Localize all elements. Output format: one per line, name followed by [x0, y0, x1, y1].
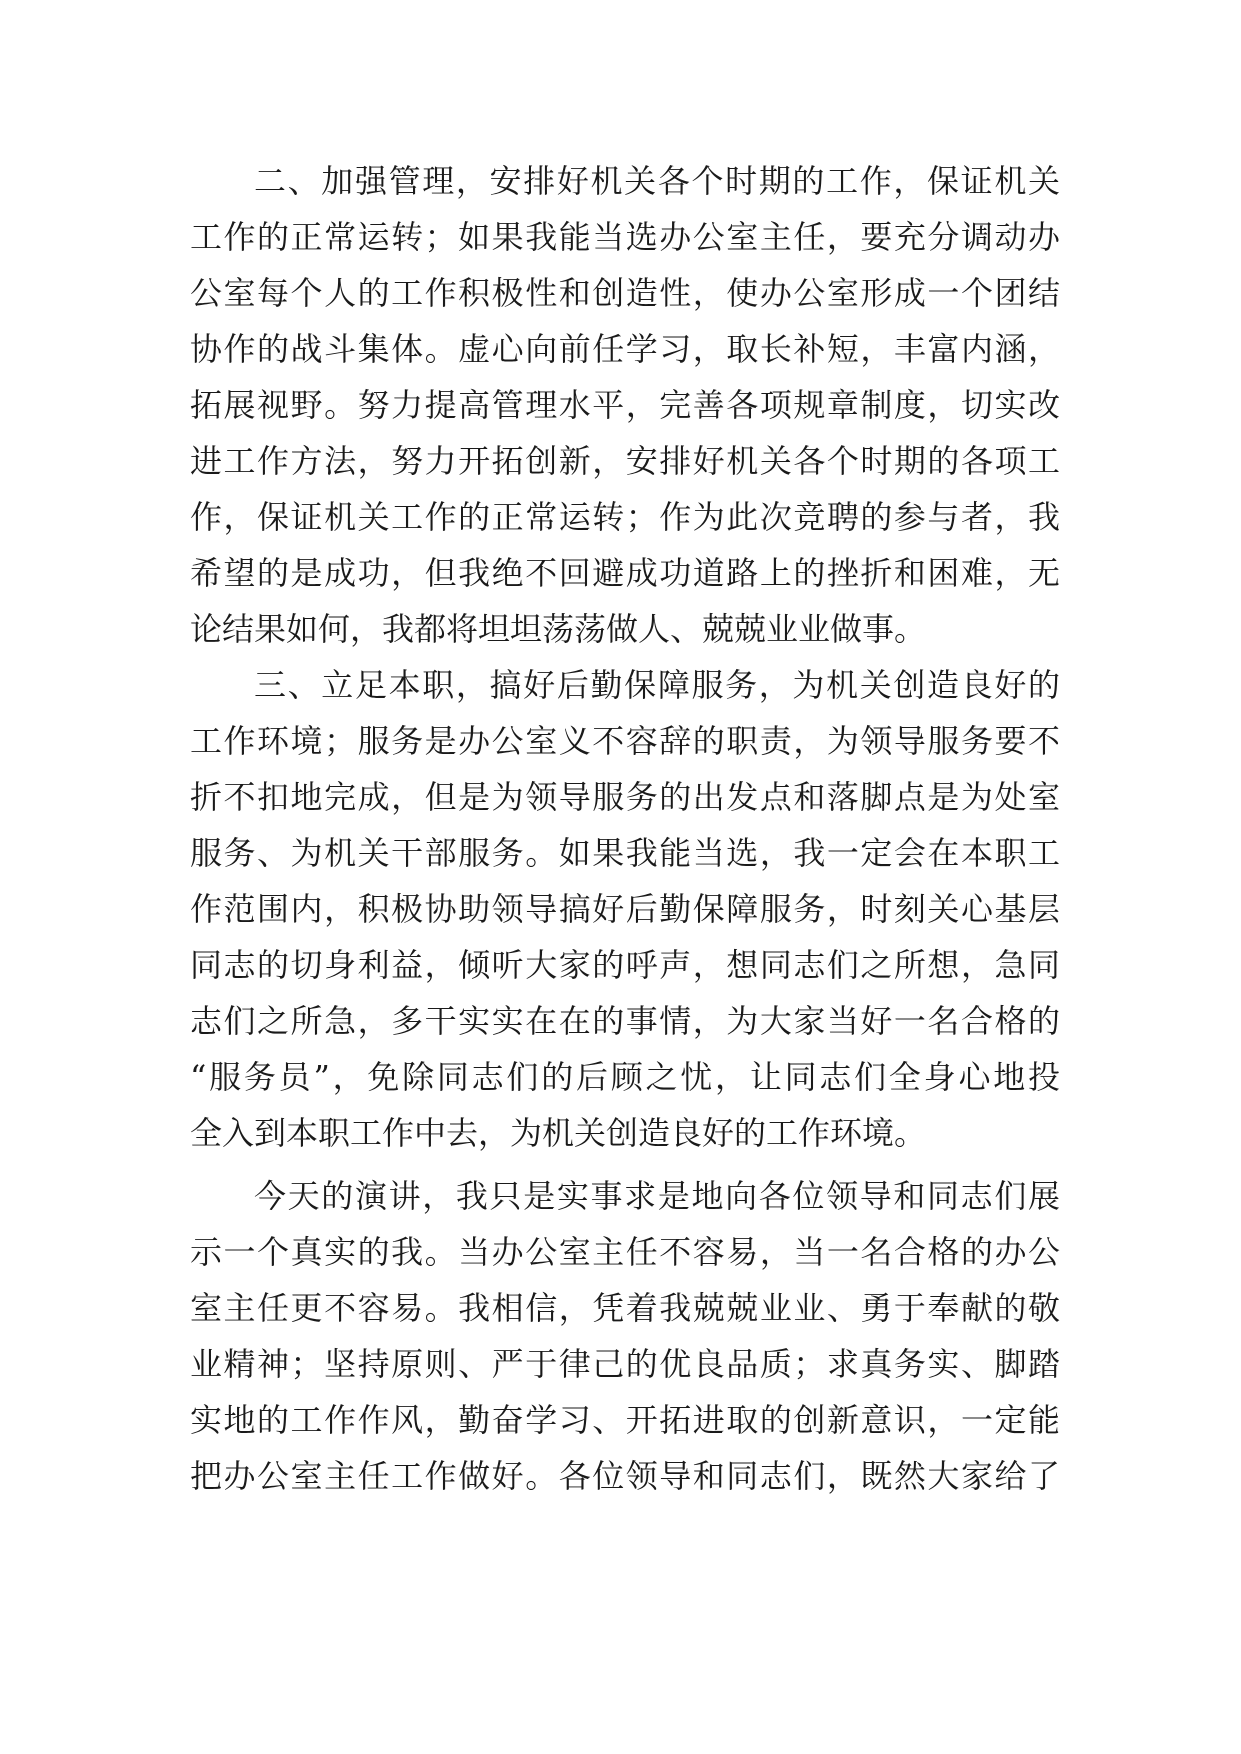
paragraph-line: 全入到本职工作中去，为机关创造良好的工作环境。: [190, 1114, 927, 1152]
paragraph-line: 室主任更不容易。我相信，凭着我兢兢业业、勇于奉献的敬: [190, 1289, 1060, 1327]
paragraph-management: [190, 153, 1060, 657]
paragraph-line: 今天的演讲，我只是实事求是地向各位领导和同志们展: [254, 1177, 1060, 1215]
paragraph-line: 二、加强管理，安排好机关各个时期的工作，保证机关: [254, 162, 1060, 200]
paragraph-line: “服务员”，免除同志们的后顾之忧，让同志们全身心地投: [190, 1058, 1060, 1096]
paragraph-line: 论结果如何，我都将坦坦荡荡做人、兢兢业业做事。: [190, 610, 927, 648]
paragraph-line: 作范围内，积极协助领导搞好后勤保障服务，时刻关心基层: [190, 890, 1060, 928]
paragraph-conclusion: [190, 1168, 1060, 1504]
paragraph-service: [190, 657, 1060, 1161]
document-body: [190, 153, 1060, 1504]
paragraph-line: 作，保证机关工作的正常运转；作为此次竞聘的参与者，我: [190, 498, 1060, 536]
paragraph-line: 示一个真实的我。当办公室主任不容易，当一名合格的办公: [190, 1233, 1060, 1271]
paragraph-line: 拓展视野。努力提高管理水平，完善各项规章制度，切实改: [190, 386, 1060, 424]
paragraph-line: 把办公室主任工作做好。各位领导和同志们，既然大家给了: [190, 1457, 1060, 1495]
paragraph-line: 实地的工作作风，勤奋学习、开拓进取的创新意识，一定能: [190, 1401, 1060, 1439]
paragraph-line: 工作环境；服务是办公室义不容辞的职责，为领导服务要不: [190, 722, 1060, 760]
paragraph-line: 公室每个人的工作积极性和创造性，使办公室形成一个团结: [190, 274, 1060, 312]
paragraph-line: 折不扣地完成，但是为领导服务的出发点和落脚点是为处室: [190, 778, 1060, 816]
paragraph-line: 希望的是成功，但我绝不回避成功道路上的挫折和困难，无: [190, 554, 1060, 592]
paragraph-spacer: [190, 1161, 1060, 1168]
paragraph-line: 工作的正常运转；如果我能当选办公室主任，要充分调动办: [190, 218, 1060, 256]
paragraph-line: 协作的战斗集体。虚心向前任学习，取长补短，丰富内涵，: [190, 330, 1060, 368]
paragraph-line: 同志的切身利益，倾听大家的呼声，想同志们之所想，急同: [190, 946, 1060, 984]
paragraph-line: 三、立足本职，搞好后勤保障服务，为机关创造良好的: [254, 666, 1060, 704]
paragraph-line: 志们之所急，多干实实在在的事情，为大家当好一名合格的: [190, 1002, 1060, 1040]
paragraph-line: 进工作方法，努力开拓创新，安排好机关各个时期的各项工: [190, 442, 1060, 480]
paragraph-line: 业精神；坚持原则、严于律己的优良品质；求真务实、脚踏: [190, 1345, 1060, 1383]
paragraph-line: 服务、为机关干部服务。如果我能当选，我一定会在本职工: [190, 834, 1060, 872]
